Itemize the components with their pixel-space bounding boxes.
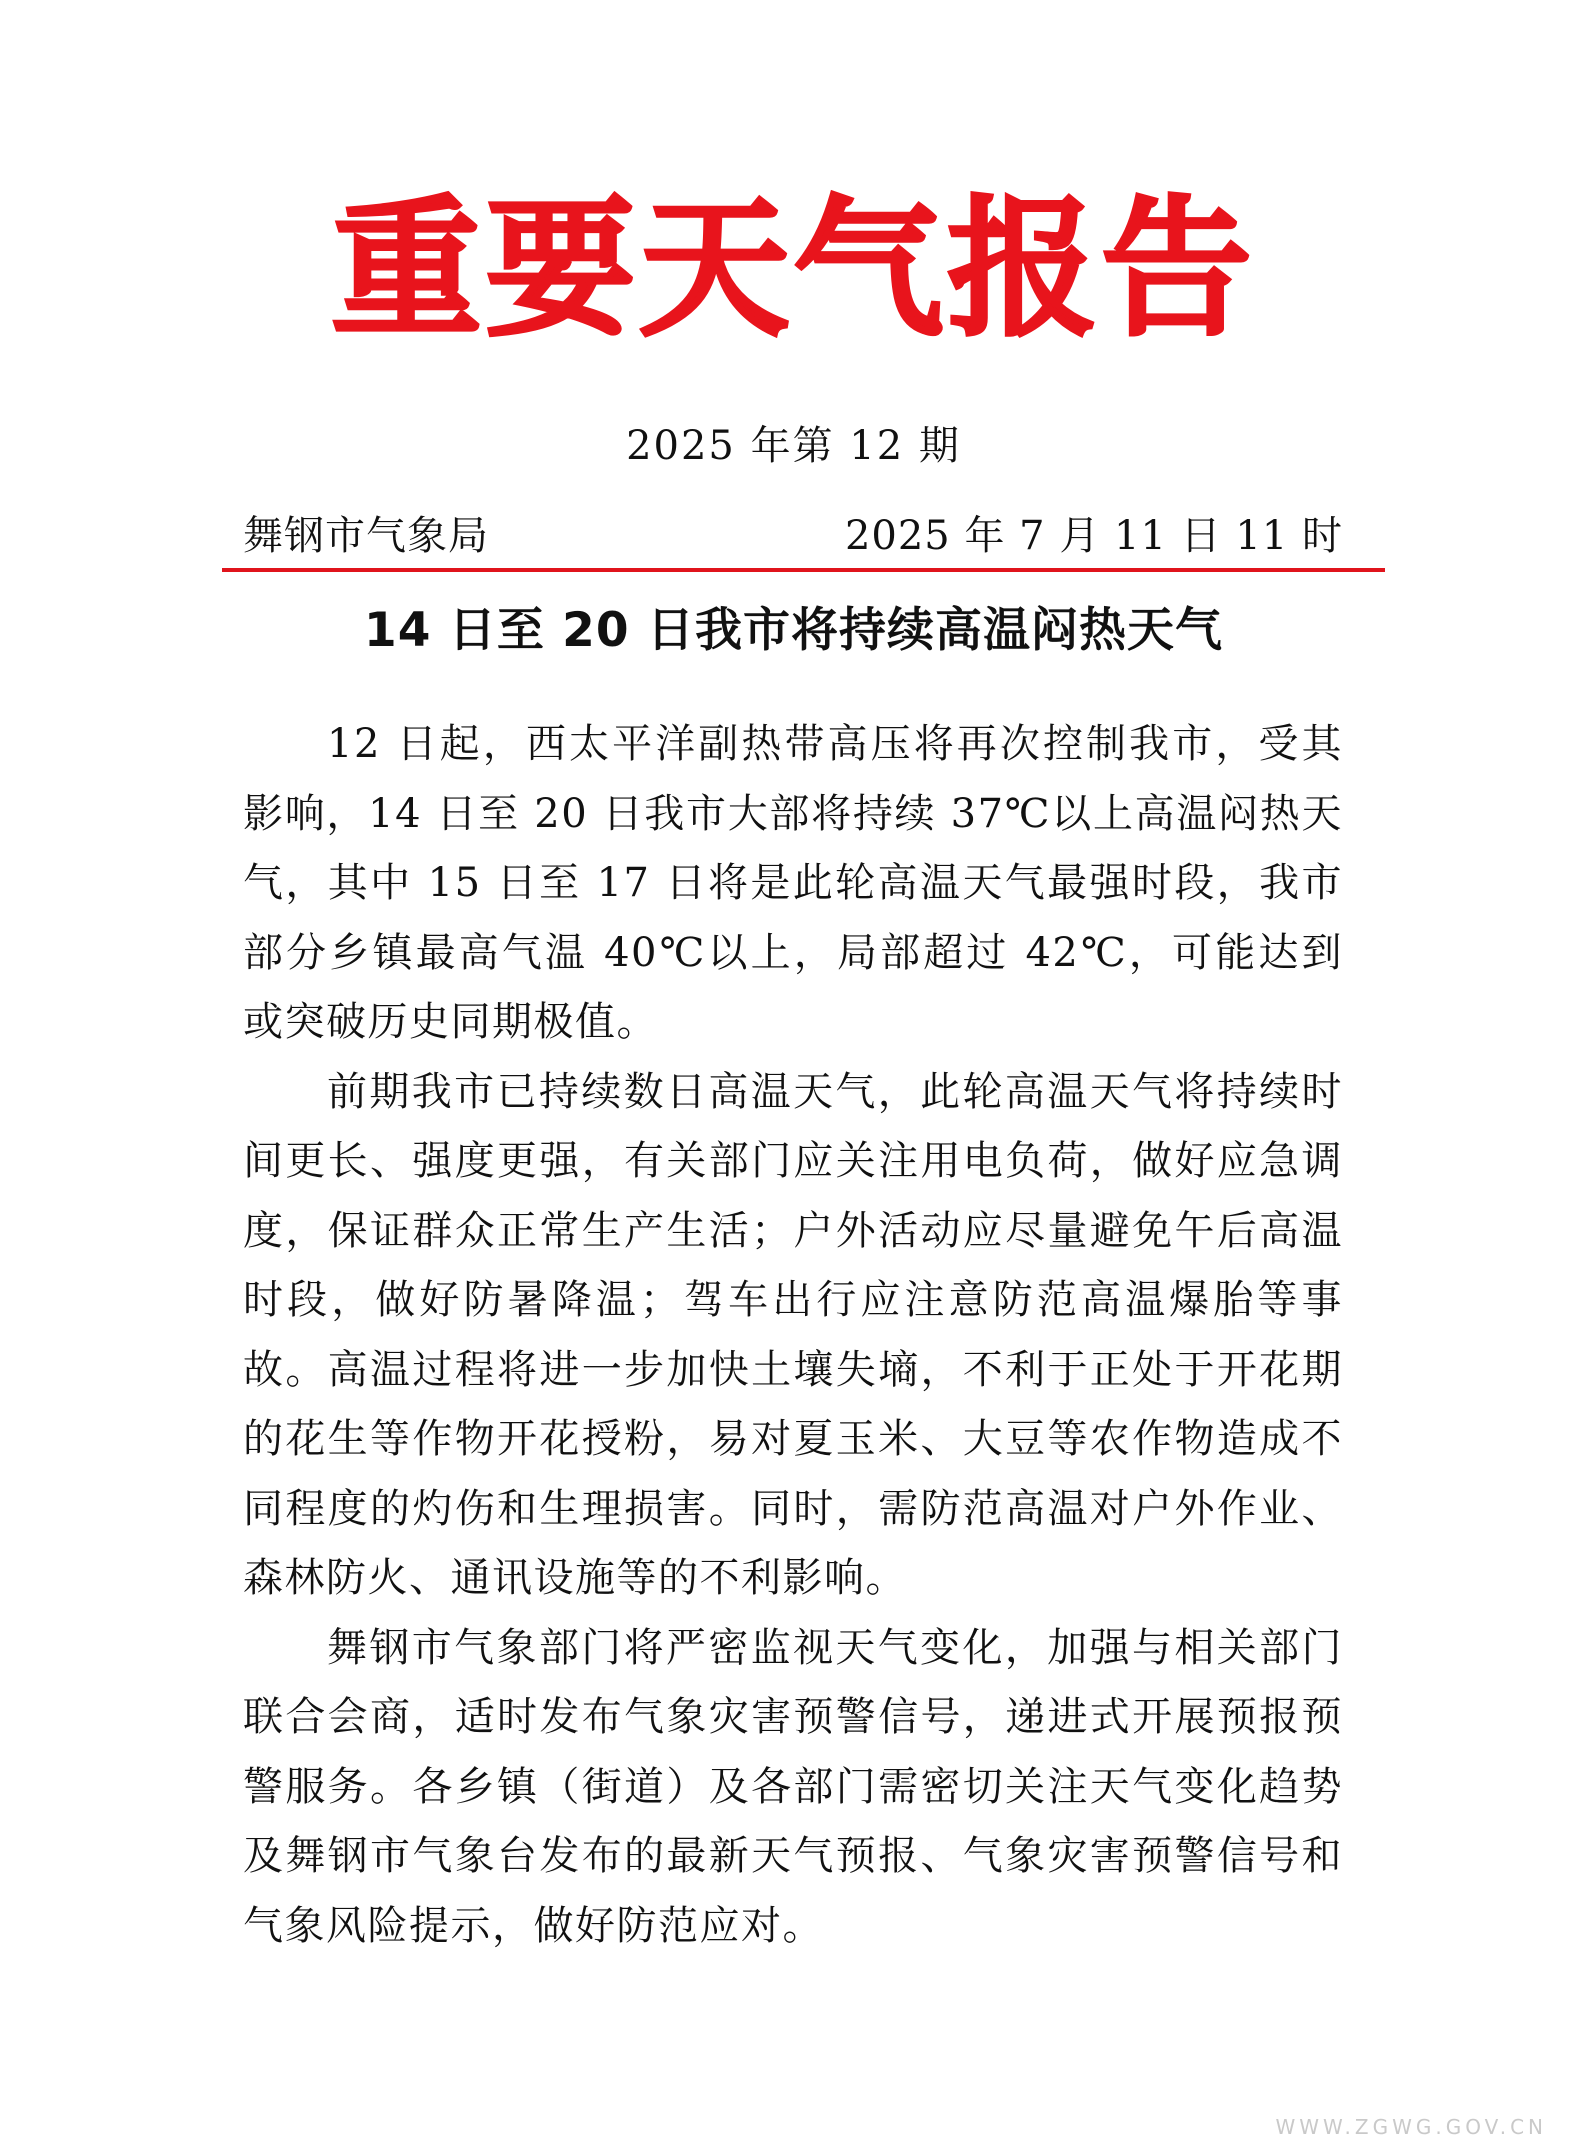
site-watermark: WWW.ZGWG.GOV.CN [1275,2115,1547,2139]
red-divider-line [222,568,1385,572]
issuer-name: 舞钢市气象局 [243,513,489,559]
body-paragraph-1: 12 日起，西太平洋副热带高压将再次控制我市，受其影响，14 日至 20 日我市大部将持续 37℃以上高温闷热天气，其中 15 日至 17 日将是此轮高温天气最强时段，我市部分乡镇最高气温 40℃以上，局部超过 42℃，可能达到或突破历史同期极值。 [243,721,1343,1045]
issue-datetime: 2025 年 7 月 11 日 11 时 [844,513,1343,559]
body-paragraph-2: 前期我市已持续数日高温天气，此轮高温天气将持续时间更长、强度更强，有关部门应关注用电负荷，做好应急调度，保证群众正常生产生活；户外活动应尽量避免午后高温时段，做好防暑降温；驾车出行应注意防范高温爆胎等事故。高温过程将进一步加快土壤失墒，不利于正处于开花期的花生等作物开花授粉，易对夏玉米、大豆等农作物造成不同程度的灼伤和生理损害。同时，需防范高温对户外作业、森林防火、通讯设施等的不利影响。 [243,1068,1343,1601]
report-body [243,710,1343,1961]
meta-row [243,508,1343,564]
body-paragraph-3: 舞钢市气象部门将严密监视天气变化，加强与相关部门联合会商，适时发布气象灾害预警信号，递进式开展预报预警服务。各乡镇（街道）及各部门需密切关注天气变化趋势及舞钢市气象台发布的最新天气预报、气象灾害预警信号和气象风险提示，做好防范应对。 [243,1624,1343,1949]
issue-number: 2025 年第 12 期 [626,423,961,469]
report-masthead: 重要天气报告 [331,183,1256,357]
report-headline: 14 日至 20 日我市将持续高温闷热天气 [364,603,1223,658]
